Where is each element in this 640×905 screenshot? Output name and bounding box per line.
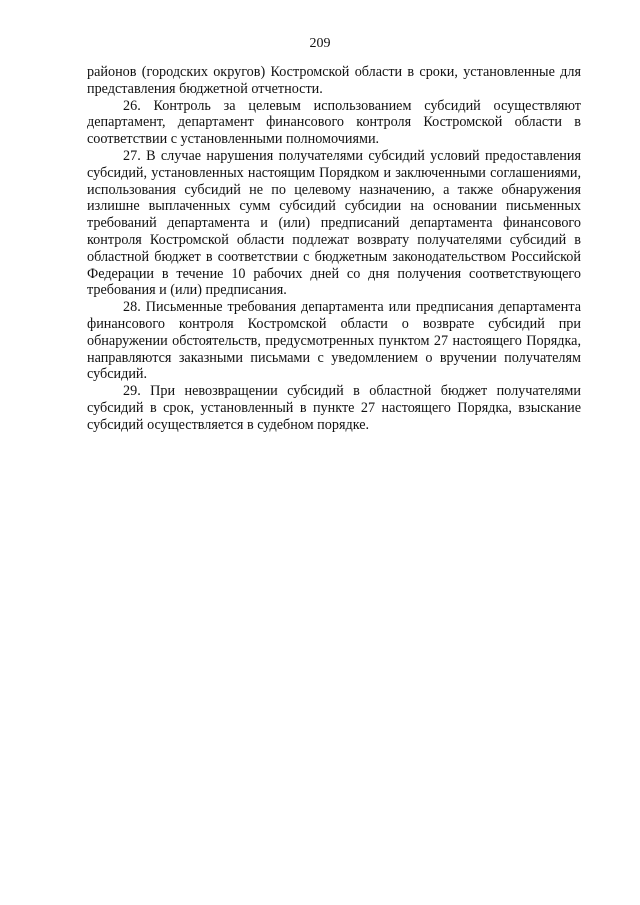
paragraph-28: 28. Письменные требования департамента или предписания департамента финансового контроля Костромской области о возврате субсидий при обнаружении обстоятельств, предусмотренных пунктом 27 настоящего Порядка, направляются заказными письмами с уведомлением о вручении получателям субсидий. xyxy=(87,299,581,383)
paragraph-continuation: районов (городских округов) Костромской области в сроки, установленные для представления бюджетной отчетности. xyxy=(87,64,581,97)
paragraph-27: 27. В случае нарушения получателями субсидий условий предоставления субсидий, установленных настоящим Порядком и заключенными соглашениями, использования субсидий не по целевому назначению, а также обнаружения излишне выплаченных сумм субсидий субсидии на основании письменных требований департамента и (или) предписаний департамента финансового контроля Костромской области подлежат возврату получателями субсидий в областной бюджет в соответствии с бюджетным законодательством Российской Федерации в течение 10 рабочих дней со дня получения соответствующего требования и (или) предписания. xyxy=(87,147,581,299)
document-body xyxy=(87,64,581,434)
paragraph-26: 26. Контроль за целевым использованием субсидий осуществляют департамент, департамент финансового контроля Костромской области в соответствии с установленными полномочиями. xyxy=(87,97,581,148)
paragraph-29: 29. При невозвращении субсидий в областной бюджет получателями субсидий в срок, установленный в пункте 27 настоящего Порядка, взыскание субсидий осуществляется в судебном порядке. xyxy=(87,383,581,433)
page-number: 209 xyxy=(309,36,331,51)
